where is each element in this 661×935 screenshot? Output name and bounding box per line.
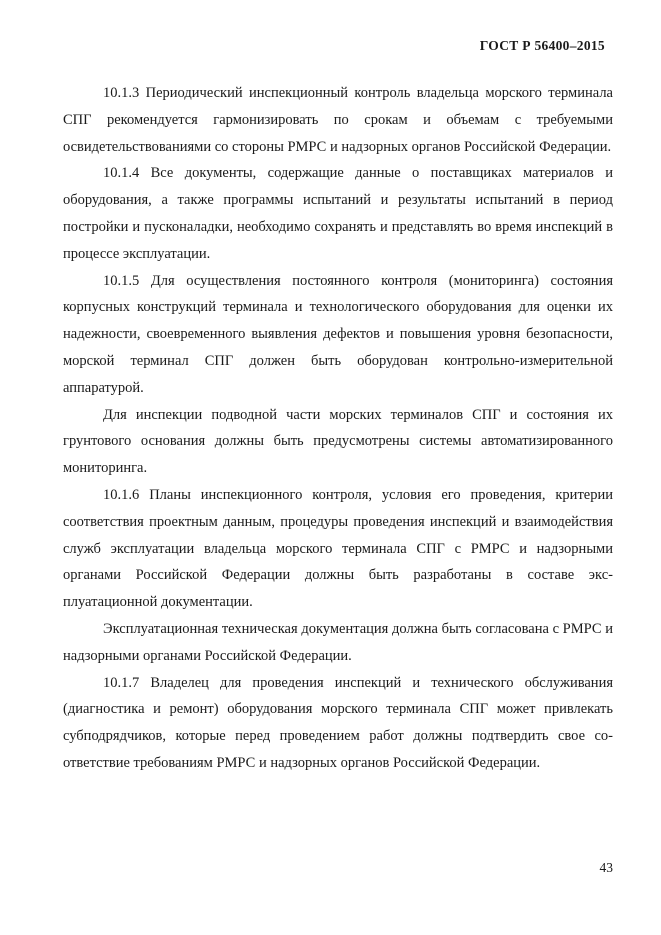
- page-number: 43: [599, 860, 613, 875]
- paragraph-underwater-inspection: Для инспекции подводной части морских терминалов СПГ и состояния их грунтового основания должны быть предусмотрены системы автоматизированного мониторинга.: [63, 406, 613, 477]
- paragraph-10-1-4: 10.1.4 Все документы, содержащие данные о поставщиках материалов и оборудования, а также программы испытаний и результаты испытаний в период постройки и пусконаладки, необходимо сохранять и представлять во время инспекций в процессе эксплуатации.: [63, 165, 613, 262]
- paragraph-10-1-7: 10.1.7 Владелец для проведения инспекций и технического обслуживания (диагностика и ремонт) оборудования морского терминала СПГ может привлекать субподрядчиков, которые перед проведением работ должны подтвердить свое соответствие требованиям РМРС и надзорных органов Российской Федерации.: [63, 674, 613, 771]
- paragraph-10-1-5: 10.1.5 Для осуществления постоянного контроля (мониторинга) состояния корпусных конструкций терминала и технологического оборудования для оценки их надежности, своевременного выявления дефектов и повышения уровня безопасности, морской терминал СПГ должен быть оборудован контрольно-измерительной аппаратурой.: [63, 272, 613, 396]
- paragraph-documentation-approval: Эксплуатационная техническая документация должна быть согласована с РМРС и надзорными органами Российской Федерации.: [63, 620, 613, 664]
- document-body: [63, 80, 613, 777]
- paragraph-10-1-6: 10.1.6 Планы инспекционного контроля, условия его проведения, критерии соответствия проектным данным, процедуры проведения инспекций и взаимодействия служб эксплуатации владельца морского терминала СПГ с РМРС и надзорными органами Российской Федерации должны быть разработаны в составе эксплуатационной документации.: [63, 486, 613, 611]
- document-header: ГОСТ Р 56400–2015: [479, 38, 605, 53]
- paragraph-10-1-3: 10.1.3 Периодический инспекционный контроль владельца морского терминала СПГ рекомендуется гармонизировать по срокам и объемам с требуемыми освидетельствованиями со стороны РМРС и надзорных органов Российской Федерации.: [63, 85, 613, 155]
